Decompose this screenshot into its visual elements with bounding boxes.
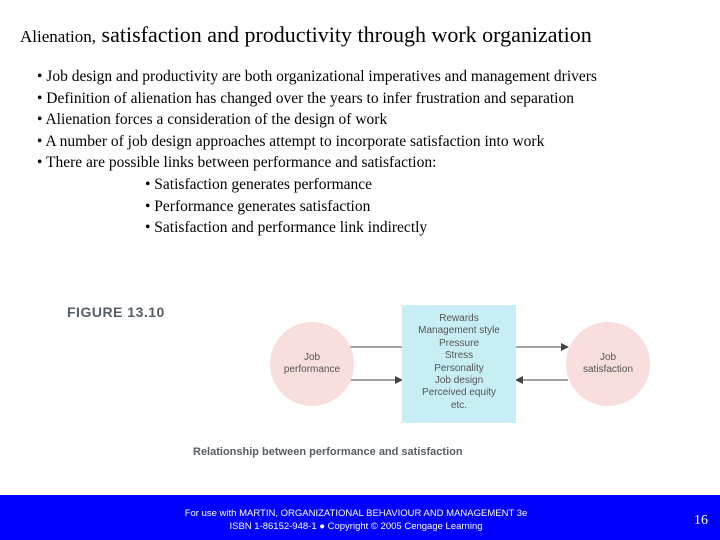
figure-label: FIGURE 13.10: [67, 304, 165, 320]
factor-item: Pressure: [438, 337, 479, 349]
bullet-item: • A number of job design approaches attempt to incorporate satisfaction into work: [37, 132, 545, 150]
bullet-item: • Definition of alienation has changed over the years to infer frustration and separation: [37, 89, 574, 107]
factor-item: Stress: [444, 350, 474, 362]
mediating-factors-box: [402, 305, 516, 423]
sub-bullet-item: • Satisfaction generates performance: [145, 175, 373, 193]
node-label-line: Job: [599, 352, 617, 363]
job-performance-node: [270, 322, 354, 406]
bullet-item: • Job design and productivity are both organizational imperatives and management drivers: [37, 68, 597, 85]
footer-credit: [150, 507, 562, 533]
figure-caption: Relationship between performance and satisfaction: [193, 446, 463, 458]
factor-item: Job design: [434, 375, 484, 387]
factor-item: etc.: [450, 399, 468, 411]
bullet-item: • There are possible links between performance and satisfaction:: [37, 154, 437, 172]
title-main: satisfaction and productivity through work organization: [96, 22, 592, 47]
bullet-item: • Alienation forces a consideration of the design of work: [37, 111, 388, 129]
node-label-line: Job: [303, 352, 321, 363]
footer-bar: [0, 495, 720, 540]
footer-line: For use with MARTIN, ORGANIZATIONAL BEHAVIOUR AND MANAGEMENT 3e: [184, 508, 528, 519]
node-label-line: performance: [283, 364, 341, 375]
factor-item: Rewards: [439, 313, 479, 324]
node-label-line: satisfaction: [582, 364, 634, 375]
factor-item: Personality: [434, 362, 484, 374]
sub-bullet-item: • Performance generates satisfaction: [145, 197, 371, 215]
factor-item: Management style: [418, 325, 500, 337]
job-satisfaction-node: [566, 322, 650, 406]
footer-line: ISBN 1-86152-948-1 ● Copyright © 2005 Cengage Learning: [229, 521, 483, 532]
page-number: 16: [694, 513, 708, 528]
factor-item: Perceived equity: [422, 387, 496, 399]
title-prefix: Alienation,: [20, 27, 97, 46]
sub-bullet-item: • Satisfaction and performance link indirectly: [145, 219, 428, 237]
